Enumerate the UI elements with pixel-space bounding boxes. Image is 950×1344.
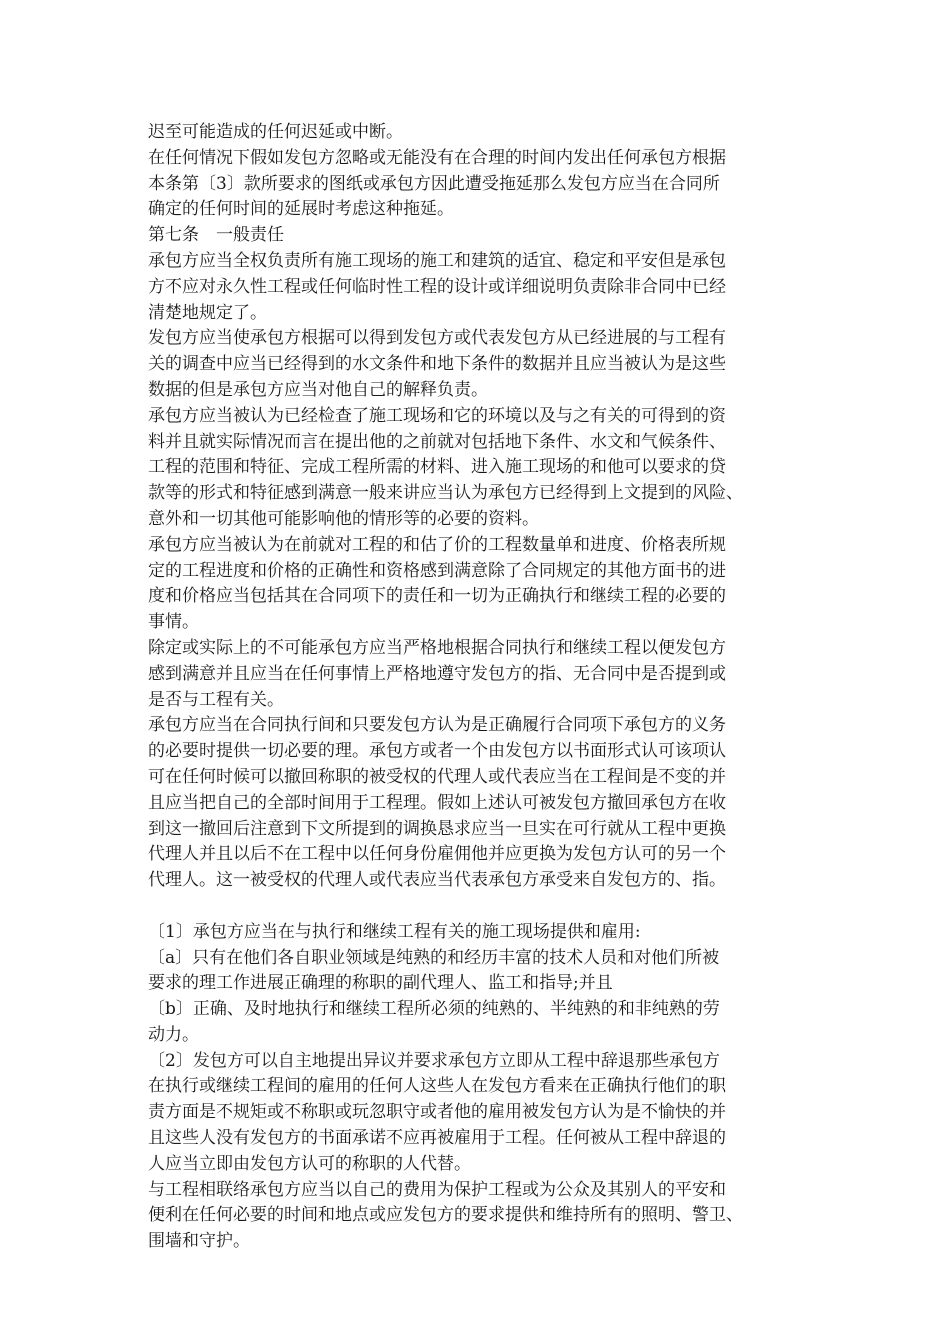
- text-line: 〔b〕正确、及时地执行和继续工程所必须的纯熟的、半纯熟的和非纯熟的劳: [148, 999, 720, 1020]
- text-line: 与工程相联络承包方应当以自己的费用为保护工程或为公众及其别人的平安和: [148, 1179, 726, 1200]
- text-line: 在执行或继续工程间的雇用的任何人这些人在发包方看来在正确执行他们的职: [148, 1076, 726, 1097]
- text-line: 〔1〕承包方应当在与执行和继续工程有关的施工现场提供和雇用:: [148, 921, 641, 942]
- text-line: 度和价格应当包括其在合同项下的责任和一切为正确执行和继续工程的必要的: [148, 586, 726, 607]
- text-line: 清楚地规定了。: [148, 302, 267, 323]
- text-line: 围墙和守护。: [148, 1231, 250, 1252]
- text-line: 工程的范围和特征、完成工程所需的材料、进入施工现场的和他可以要求的贷: [148, 457, 726, 478]
- text-line: 人应当立即由发包方认可的称职的人代替。: [148, 1153, 471, 1174]
- text-line: 动力。: [148, 1024, 199, 1045]
- text-line: 料并且就实际情况而言在提出他的之前就对包括地下条件、水文和气候条件、: [148, 431, 726, 452]
- text-line: 迟至可能造成的任何迟延或中断。: [148, 122, 403, 142]
- text-line: 承包方应当全权负责所有施工现场的施工和建筑的适宜、稳定和平安但是承包: [148, 250, 726, 271]
- text-line: 且应当把自己的全部时间用于工程理。假如上述认可被发包方撤回承包方在收: [148, 792, 726, 813]
- section-heading: 第七条 一般责任: [148, 225, 284, 246]
- text-line: 便利在任何必要的时间和地点或应发包方的要求提供和维持所有的照明、警卫、: [148, 1205, 743, 1226]
- text-line: 方不应对永久性工程或任何临时性工程的设计或详细说明负责除非合同中已经: [148, 276, 726, 297]
- text-line: 关的调查中应当已经得到的水文条件和地下条件的数据并且应当被认为是这些: [148, 354, 726, 375]
- text-line: 款等的形式和特征感到满意一般来讲应当认为承包方已经得到上文提到的风险、: [148, 483, 743, 504]
- text-line: 承包方应当在合同执行间和只要发包方认为是正确履行合同项下承包方的义务: [148, 715, 726, 736]
- text-line: 承包方应当被认为已经检查了施工现场和它的环境以及与之有关的可得到的资: [148, 405, 726, 426]
- text-line: 定的工程进度和价格的正确性和资格感到满意除了合同规定的其他方面书的进: [148, 560, 726, 581]
- text-line: 感到满意并且应当在任何事情上严格地遵守发包方的指、无合同中是否提到或: [148, 663, 726, 684]
- text-line: 在任何情况下假如发包方忽略或无能没有在合理的时间内发出任何承包方根据: [148, 147, 726, 168]
- text-line: 〔a〕只有在他们各自职业领域是纯熟的和经历丰富的技术人员和对他们所被: [148, 947, 720, 968]
- paragraph-spacer: [148, 894, 818, 920]
- text-line: 责方面是不规矩或不称职或玩忽职守或者他的雇用被发包方认为是不愉快的并: [148, 1102, 726, 1123]
- text-line: 确定的任何时间的延展时考虑这种拖延。: [148, 199, 454, 220]
- text-line: 是否与工程有关。: [148, 689, 284, 710]
- text-line: 意外和一切其他可能影响他的情形等的必要的资料。: [148, 508, 539, 529]
- text-line: 事情。: [148, 612, 199, 633]
- text-line: 除定或实际上的不可能承包方应当严格地根据合同执行和继续工程以便发包方: [148, 637, 726, 658]
- text-line: 代理人并且以后不在工程中以任何身份雇佣他并应更换为发包方认可的另一个: [148, 844, 726, 865]
- text-line: 的必要时提供一切必要的理。承包方或者一个由发包方以书面形式认可该项认: [148, 741, 726, 762]
- text-line: 可在任何时候可以撤回称职的被受权的代理人或代表应当在工程间是不变的并: [148, 766, 726, 787]
- text-line: 要求的理工作进展正确理的称职的副代理人、监工和指导;并且: [148, 973, 613, 994]
- text-line: 数据的但是承包方应当对他自己的解释负责。: [148, 379, 488, 400]
- text-line: 本条第〔3〕款所要求的图纸或承包方因此遭受拖延那么发包方应当在合同所: [148, 173, 720, 194]
- text-line: 承包方应当被认为在前就对工程的和估了价的工程数量单和进度、价格表所规: [148, 534, 726, 555]
- text-line: 〔2〕发包方可以自主地提出异议并要求承包方立即从工程中辞退那些承包方: [148, 1050, 720, 1071]
- text-line: 且这些人没有发包方的书面承诺不应再被雇用于工程。任何被从工程中辞退的: [148, 1128, 726, 1149]
- text-line: 到这一撤回后注意到下文所提到的调换恳求应当一旦实在可行就从工程中更换: [148, 818, 726, 839]
- text-line: 代理人。这一被受权的代理人或代表应当代表承包方承受来自发包方的、指。: [148, 870, 726, 891]
- text-line: 发包方应当使承包方根据可以得到发包方或代表发包方从已经进展的与工程有: [148, 328, 726, 349]
- document-body: [148, 120, 818, 1255]
